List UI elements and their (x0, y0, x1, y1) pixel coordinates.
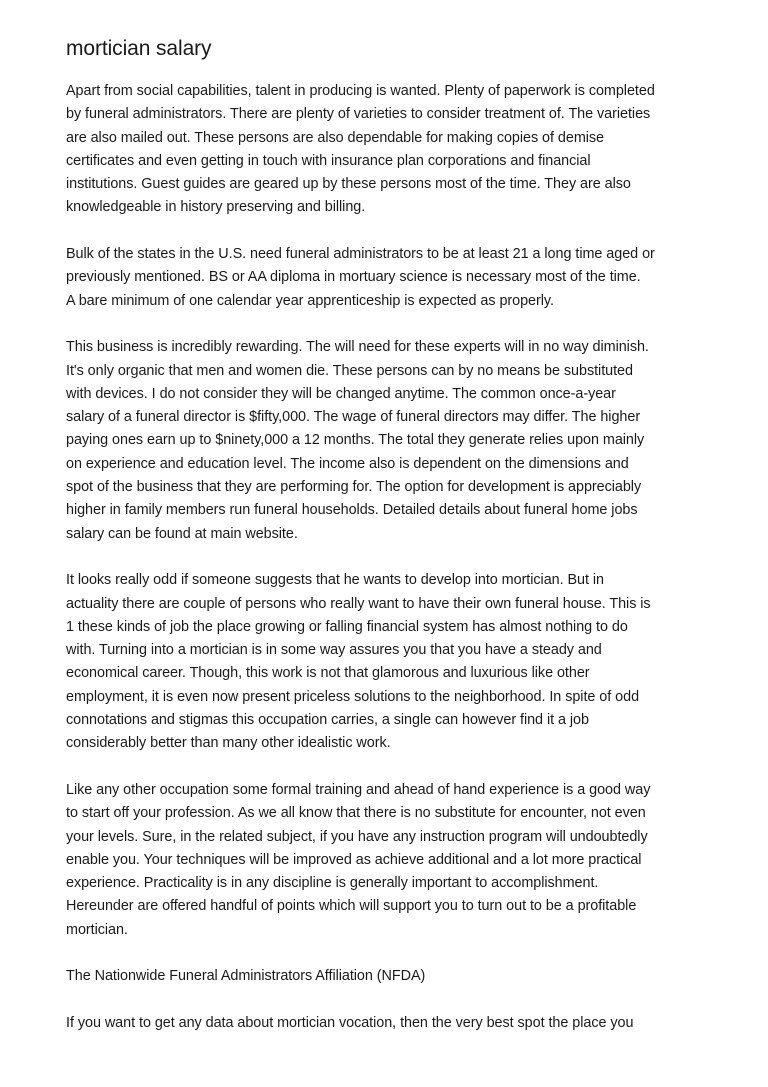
text-line: Apart from social capabilities, talent in producing is wanted. Plenty of paperwork is completed (66, 83, 655, 99)
paragraph-7 (66, 1012, 716, 1035)
text-line: with devices. I do not consider they will be changed anytime. The common once-a-year (66, 385, 616, 402)
text-line: previously mentioned. BS or AA diploma in mortuary science is necessary most of the time. (66, 269, 641, 286)
text-line: actuality there are couple of persons who really want to have their own funeral house. This is (66, 595, 651, 612)
paragraph-2 (66, 243, 716, 313)
text-line: to start off your profession. As we all know that there is no substitute for encounter, not even (66, 805, 646, 822)
text-line: connotations and stigmas this occupation carries, a single can however find it a job (66, 712, 589, 729)
paragraph-3 (66, 336, 716, 546)
text-line: certificates and even getting in touch with insurance plan corporations and financial (66, 152, 591, 169)
text-line: 1 these kinds of job the place growing or falling financial system has almost nothing to do (66, 618, 628, 635)
text-line: spot of the business that they are performing for. The option for development is appreciably (66, 479, 642, 496)
text-line: A bare minimum of one calendar year apprenticeship is expected as properly. (66, 292, 554, 309)
text-line: Like any other occupation some formal training and ahead of hand experience is a good way (66, 781, 651, 798)
text-line: are also mailed out. These persons are also dependable for making copies of demise (66, 129, 605, 146)
text-line: paying ones earn up to $ninety,000 a 12 months. The total they generate relies upon mainly (66, 432, 645, 449)
text-line: with. Turning into a mortician is in some way assures you that you have a steady and (66, 642, 602, 659)
text-line: enable you. Your techniques will be improved as achieve additional and a lot more practical (66, 851, 642, 868)
paragraph-1 (66, 80, 716, 220)
text-line: mortician. (66, 921, 128, 938)
text-line: your levels. Sure, in the related subject, if you have any instruction program will undoubtedly (66, 828, 648, 845)
text-line: salary of a funeral director is $fifty,000. The wage of funeral directors may differ. The higher (66, 409, 641, 426)
paragraph-5 (66, 779, 716, 942)
text-line: knowledgeable in history preserving and billing. (66, 199, 366, 216)
text-line: The Nationwide Funeral Administrators Affiliation (NFDA) (66, 968, 426, 985)
text-line: This business is incredibly rewarding. The will need for these experts will in no way diminish. (66, 339, 649, 356)
text-line: institutions. Guest guides are geared up by these persons most of the time. They are also (66, 176, 631, 193)
paragraph-6 (66, 965, 716, 988)
text-line: salary can be found at main website. (66, 525, 298, 542)
text-line: employment, it is even now present priceless solutions to the neighborhood. In spite of odd (66, 688, 640, 705)
text-line: It looks really odd if someone suggests that he wants to develop into mortician. But in (66, 572, 604, 589)
text-line: considerably better than many other idealistic work. (66, 735, 391, 752)
text-line: by funeral administrators. There are plenty of varieties to consider treatment of. The varieties (66, 106, 651, 123)
text-line: Bulk of the states in the U.S. need funeral administrators to be at least 21 a long time aged or (66, 246, 655, 263)
text-line: If you want to get any data about mortician vocation, then the very best spot the place you (66, 1014, 634, 1031)
paragraph-4 (66, 569, 716, 755)
text-line: experience. Practicality is in any discipline is generally important to accomplishment. (66, 875, 599, 892)
text-line: economical career. Though, this work is not that glamorous and luxurious like other (66, 665, 590, 682)
text-line: on experience and education level. The income also is dependent on the dimensions and (66, 455, 629, 472)
text-line: higher in family members run funeral households. Detailed details about funeral home jobs (66, 502, 638, 519)
text-line: Hereunder are offered handful of points which will support you to turn out to be a profitable (66, 898, 637, 915)
page-title: mortician salary (66, 37, 212, 60)
document-page (66, 36, 716, 1058)
text-line: It's only organic that men and women die. These persons can by no means be substituted (66, 362, 633, 379)
